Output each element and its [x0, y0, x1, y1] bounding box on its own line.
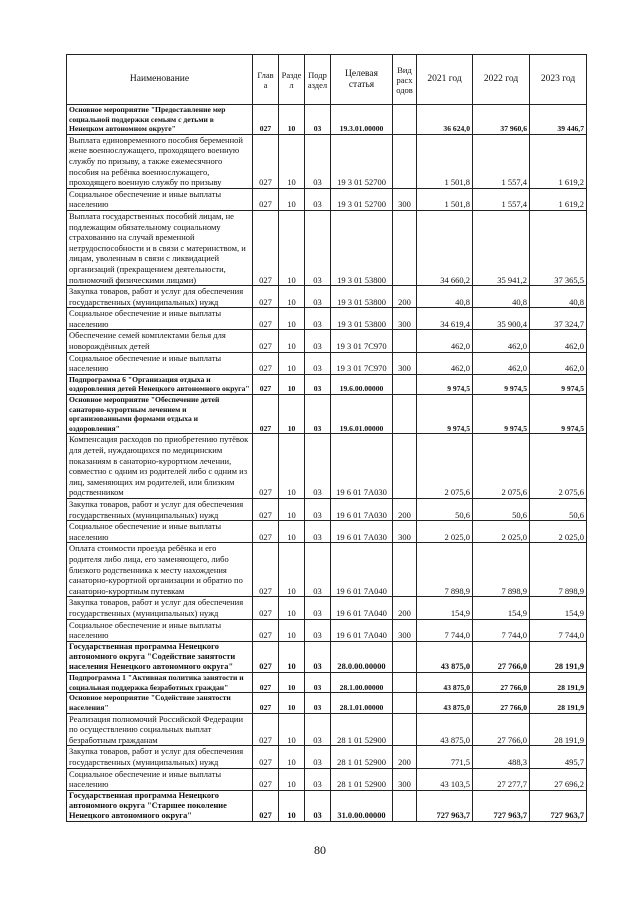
row-2022: 27 766,0: [473, 693, 530, 713]
row-glava: 027: [253, 134, 279, 188]
row-vid: 300: [393, 308, 417, 330]
row-razdel: 10: [279, 673, 305, 693]
row-target: 28.1.01.00000: [331, 693, 393, 713]
row-glava: 027: [253, 352, 279, 374]
row-2023: 28 191,9: [530, 693, 587, 713]
row-name: Социальное обеспечение и иные выплаты населению: [67, 188, 253, 210]
row-glava: 027: [253, 210, 279, 285]
table-row: [67, 286, 587, 308]
header-2022: 2022 год: [473, 55, 530, 105]
row-2021: 1 501,8: [417, 188, 473, 210]
row-name: Основное мероприятие "Содействие занятости населения": [67, 693, 253, 713]
row-name: Реализация полномочий Российской Федерации по осуществлению социальных выплат безработным гражданам: [67, 713, 253, 746]
row-2021: 43 875,0: [417, 673, 473, 693]
row-2021: 727 963,7: [417, 790, 473, 822]
row-name: Государственная программа Ненецкого автономного округа "Содействие занятости населения Ненецкого автономного округа": [67, 641, 253, 673]
row-razdel: 10: [279, 308, 305, 330]
row-2022: 154,9: [473, 597, 530, 619]
row-2022: 37 960,6: [473, 105, 530, 135]
row-target: 19.3.01.00000: [331, 105, 393, 135]
row-razdel: 10: [279, 521, 305, 543]
row-razdel: 10: [279, 188, 305, 210]
row-target: 31.0.00.00000: [331, 790, 393, 822]
row-name: Социальное обеспечение и иные выплаты населению: [67, 308, 253, 330]
header-2021: 2021 год: [417, 55, 473, 105]
row-2023: 27 696,2: [530, 768, 587, 790]
row-vid: [393, 713, 417, 746]
row-name: Компенсация расходов по приобретению путёвок для детей, нуждающихся по медицинским показаниям в санаторно-курортном лечении, совместно с одним из родителей либо с одним из лиц, заменяющих им родителей, или близким родственником: [67, 434, 253, 499]
row-target: 19 3 01 52700: [331, 188, 393, 210]
row-razdel: 10: [279, 498, 305, 520]
row-2023: 50,6: [530, 498, 587, 520]
row-2021: 43 103,5: [417, 768, 473, 790]
table-row: [67, 641, 587, 673]
row-2022: 488,3: [473, 746, 530, 768]
row-2021: 40,8: [417, 286, 473, 308]
row-name: Закупка товаров, работ и услуг для обеспечения государственных (муниципальных) нужд: [67, 597, 253, 619]
row-target: 19 6 01 7А040: [331, 619, 393, 641]
row-2023: 1 619,2: [530, 188, 587, 210]
table-row: [67, 790, 587, 822]
row-glava: 027: [253, 498, 279, 520]
row-vid: 300: [393, 521, 417, 543]
row-name: Оплата стоимости проезда ребёнка и его родителя либо лица, его заменяющего, либо близкого родственника к месту нахождения санаторно-курортной организации и обратно по санаторно-курортным путевкам: [67, 543, 253, 597]
row-razdel: 10: [279, 713, 305, 746]
row-razdel: 10: [279, 352, 305, 374]
row-target: 19 6 01 7А040: [331, 597, 393, 619]
row-glava: 027: [253, 330, 279, 352]
row-vid: 300: [393, 619, 417, 641]
row-razdel: 10: [279, 286, 305, 308]
row-2023: 7 898,9: [530, 543, 587, 597]
row-razdel: 10: [279, 210, 305, 285]
row-2022: 7 898,9: [473, 543, 530, 597]
row-target: 28.0.00.00000: [331, 641, 393, 673]
row-name: Подпрограмма 6 "Организация отдыха и оздоровления детей Ненецкого автономного округа": [67, 374, 253, 394]
row-2022: 2 025,0: [473, 521, 530, 543]
row-target: 19 6 01 7А040: [331, 543, 393, 597]
row-2022: 27 766,0: [473, 673, 530, 693]
row-razdel: 10: [279, 693, 305, 713]
table-row: [67, 330, 587, 352]
row-vid: 300: [393, 768, 417, 790]
row-podrazdel: 03: [305, 352, 331, 374]
row-2022: 27 766,0: [473, 641, 530, 673]
row-2023: 495,7: [530, 746, 587, 768]
row-vid: [393, 134, 417, 188]
row-vid: 200: [393, 498, 417, 520]
row-target: 19 6 01 7А030: [331, 434, 393, 499]
row-target: 19.6.01.00000: [331, 395, 393, 434]
header-glava: Глав а: [253, 55, 279, 105]
row-glava: 027: [253, 790, 279, 822]
row-name: Социальное обеспечение и иные выплаты населению: [67, 768, 253, 790]
row-razdel: 10: [279, 395, 305, 434]
header-2023: 2023 год: [530, 55, 587, 105]
row-2022: 40,8: [473, 286, 530, 308]
header-name: Наименование: [67, 55, 253, 105]
table-row: [67, 673, 587, 693]
row-2021: 2 075,6: [417, 434, 473, 499]
row-razdel: 10: [279, 434, 305, 499]
row-name: Основное мероприятие "Обеспечение детей санаторно-курортным лечением и организованными формами отдыха и оздоровления": [67, 395, 253, 434]
table-row: [67, 352, 587, 374]
row-2023: 7 744,0: [530, 619, 587, 641]
row-vid: 200: [393, 597, 417, 619]
row-target: 28 1 01 52900: [331, 713, 393, 746]
row-2023: 28 191,9: [530, 673, 587, 693]
row-target: 19 6 01 7А030: [331, 498, 393, 520]
row-razdel: 10: [279, 105, 305, 135]
row-2023: 462,0: [530, 352, 587, 374]
row-vid: [393, 434, 417, 499]
row-2023: 2 075,6: [530, 434, 587, 499]
row-glava: 027: [253, 673, 279, 693]
row-vid: [393, 641, 417, 673]
row-glava: 027: [253, 434, 279, 499]
table-row: [67, 713, 587, 746]
table-row: [67, 746, 587, 768]
row-razdel: 10: [279, 768, 305, 790]
row-glava: 027: [253, 693, 279, 713]
row-2022: 50,6: [473, 498, 530, 520]
row-razdel: 10: [279, 543, 305, 597]
row-vid: 200: [393, 286, 417, 308]
row-razdel: 10: [279, 619, 305, 641]
row-target: 19 3 01 7С970: [331, 330, 393, 352]
row-podrazdel: 03: [305, 434, 331, 499]
row-name: Государственная программа Ненецкого автономного округа "Старшее поколение Ненецкого автономного округа": [67, 790, 253, 822]
row-2023: 37 324,7: [530, 308, 587, 330]
row-2021: 50,6: [417, 498, 473, 520]
row-glava: 027: [253, 619, 279, 641]
row-name: Подпрограмма 1 "Активная политика занятости и социальная поддержка безработных граждан": [67, 673, 253, 693]
row-vid: [393, 790, 417, 822]
row-name: Выплата единовременного пособия беременной жене военнослужащего, проходящего военную службу по призыву, а также ежемесячного пособия на ребёнка военнослужащего, проходящего военную службу по призыву: [67, 134, 253, 188]
row-2021: 7 744,0: [417, 619, 473, 641]
table-row: [67, 521, 587, 543]
row-podrazdel: 03: [305, 673, 331, 693]
row-podrazdel: 03: [305, 597, 331, 619]
row-2021: 43 875,0: [417, 713, 473, 746]
row-vid: [393, 395, 417, 434]
row-glava: 027: [253, 395, 279, 434]
row-vid: 300: [393, 352, 417, 374]
table-row: [67, 693, 587, 713]
row-2021: 9 974,5: [417, 395, 473, 434]
row-podrazdel: 03: [305, 790, 331, 822]
row-vid: 200: [393, 746, 417, 768]
row-podrazdel: 03: [305, 641, 331, 673]
row-2021: 43 875,0: [417, 693, 473, 713]
table-row: [67, 134, 587, 188]
row-2022: 35 941,2: [473, 210, 530, 285]
row-target: 19 3 01 53800: [331, 210, 393, 285]
row-2023: 28 191,9: [530, 713, 587, 746]
row-vid: [393, 374, 417, 394]
row-2022: 727 963,7: [473, 790, 530, 822]
header-row: [67, 55, 587, 105]
row-vid: [393, 210, 417, 285]
row-vid: [393, 693, 417, 713]
row-podrazdel: 03: [305, 619, 331, 641]
row-podrazdel: 03: [305, 210, 331, 285]
row-podrazdel: 03: [305, 768, 331, 790]
row-2023: 2 025,0: [530, 521, 587, 543]
row-podrazdel: 03: [305, 374, 331, 394]
row-name: Социальное обеспечение и иные выплаты населению: [67, 352, 253, 374]
row-podrazdel: 03: [305, 105, 331, 135]
row-glava: 027: [253, 768, 279, 790]
row-2023: 9 974,5: [530, 395, 587, 434]
row-glava: 027: [253, 746, 279, 768]
row-name: Закупка товаров, работ и услуг для обеспечения государственных (муниципальных) нужд: [67, 746, 253, 768]
row-name: Выплата государственных пособий лицам, не подлежащим обязательному социальному страхованию на случай временной нетрудоспособности и в связи с материнством, и лицам, уволенным в связи с ликвидацией организаций (прекращением деятельности, полномочий физическими лицами): [67, 210, 253, 285]
row-2023: 37 365,5: [530, 210, 587, 285]
row-podrazdel: 03: [305, 498, 331, 520]
row-vid: 300: [393, 188, 417, 210]
table-row: [67, 597, 587, 619]
row-name: Обеспечение семей комплектами белья для новорождённых детей: [67, 330, 253, 352]
row-2022: 1 557,4: [473, 188, 530, 210]
row-2023: 154,9: [530, 597, 587, 619]
row-2022: 35 900,4: [473, 308, 530, 330]
row-target: 19 3 01 7С970: [331, 352, 393, 374]
table-row: [67, 105, 587, 135]
row-target: 28 1 01 52900: [331, 768, 393, 790]
table-row: [67, 374, 587, 394]
row-2022: 9 974,5: [473, 374, 530, 394]
row-target: 19 3 01 53800: [331, 286, 393, 308]
row-2022: 1 557,4: [473, 134, 530, 188]
row-name: Закупка товаров, работ и услуг для обеспечения государственных (муниципальных) нужд: [67, 286, 253, 308]
row-name: Основное мероприятие "Предоставление мер социальной поддержки семьям с детьми в Ненецком автономном округе": [67, 105, 253, 135]
row-podrazdel: 03: [305, 308, 331, 330]
row-podrazdel: 03: [305, 134, 331, 188]
row-2021: 771,5: [417, 746, 473, 768]
row-podrazdel: 03: [305, 693, 331, 713]
row-2021: 2 025,0: [417, 521, 473, 543]
row-podrazdel: 03: [305, 521, 331, 543]
row-razdel: 10: [279, 330, 305, 352]
row-razdel: 10: [279, 597, 305, 619]
row-2022: 462,0: [473, 330, 530, 352]
row-razdel: 10: [279, 790, 305, 822]
row-podrazdel: 03: [305, 543, 331, 597]
row-glava: 027: [253, 374, 279, 394]
header-podrazdel: Подр аздел: [305, 55, 331, 105]
page-number: 80: [314, 843, 326, 857]
row-razdel: 10: [279, 746, 305, 768]
row-2021: 34 660,2: [417, 210, 473, 285]
row-vid: [393, 105, 417, 135]
row-2023: 40,8: [530, 286, 587, 308]
row-name: Закупка товаров, работ и услуг для обеспечения государственных (муниципальных) нужд: [67, 498, 253, 520]
table-row: [67, 308, 587, 330]
row-razdel: 10: [279, 134, 305, 188]
row-2021: 36 624,0: [417, 105, 473, 135]
row-podrazdel: 03: [305, 713, 331, 746]
row-2023: 28 191,9: [530, 641, 587, 673]
row-2022: 7 744,0: [473, 619, 530, 641]
row-glava: 027: [253, 286, 279, 308]
row-target: 19 3 01 53800: [331, 308, 393, 330]
row-2023: 9 974,5: [530, 374, 587, 394]
row-target: 19.6.00.00000: [331, 374, 393, 394]
row-podrazdel: 03: [305, 188, 331, 210]
row-2022: 27 766,0: [473, 713, 530, 746]
row-2021: 43 875,0: [417, 641, 473, 673]
row-name: Социальное обеспечение и иные выплаты населению: [67, 521, 253, 543]
table-row: [67, 434, 587, 499]
row-podrazdel: 03: [305, 395, 331, 434]
row-glava: 027: [253, 105, 279, 135]
table-row: [67, 543, 587, 597]
row-podrazdel: 03: [305, 286, 331, 308]
row-2021: 34 619,4: [417, 308, 473, 330]
row-2021: 462,0: [417, 352, 473, 374]
row-target: 19 3 01 52700: [331, 134, 393, 188]
row-name: Социальное обеспечение и иные выплаты населению: [67, 619, 253, 641]
header-vid: Вид расх одов: [393, 55, 417, 105]
row-target: 28 1 01 52900: [331, 746, 393, 768]
row-target: 19 6 01 7А030: [331, 521, 393, 543]
header-target: Целевая статья: [331, 55, 393, 105]
row-2023: 1 619,2: [530, 134, 587, 188]
table-row: [67, 210, 587, 285]
table-row: [67, 768, 587, 790]
table-row: [67, 395, 587, 434]
row-vid: [393, 543, 417, 597]
row-2023: 39 446,7: [530, 105, 587, 135]
row-2022: 9 974,5: [473, 395, 530, 434]
budget-table: [66, 54, 587, 822]
row-2021: 9 974,5: [417, 374, 473, 394]
row-glava: 027: [253, 713, 279, 746]
table-row: [67, 498, 587, 520]
row-2022: 2 075,6: [473, 434, 530, 499]
row-vid: [393, 673, 417, 693]
row-2023: 727 963,7: [530, 790, 587, 822]
row-2021: 154,9: [417, 597, 473, 619]
row-razdel: 10: [279, 641, 305, 673]
row-2021: 1 501,8: [417, 134, 473, 188]
row-2022: 462,0: [473, 352, 530, 374]
row-2021: 462,0: [417, 330, 473, 352]
row-vid: [393, 330, 417, 352]
row-target: 28.1.00.00000: [331, 673, 393, 693]
row-glava: 027: [253, 308, 279, 330]
row-glava: 027: [253, 188, 279, 210]
row-2023: 462,0: [530, 330, 587, 352]
row-2022: 27 277,7: [473, 768, 530, 790]
row-razdel: 10: [279, 374, 305, 394]
row-glava: 027: [253, 521, 279, 543]
row-podrazdel: 03: [305, 746, 331, 768]
row-podrazdel: 03: [305, 330, 331, 352]
row-2021: 7 898,9: [417, 543, 473, 597]
row-glava: 027: [253, 543, 279, 597]
table-row: [67, 188, 587, 210]
header-razdel: Разде л: [279, 55, 305, 105]
table-row: [67, 619, 587, 641]
row-glava: 027: [253, 641, 279, 673]
row-glava: 027: [253, 597, 279, 619]
